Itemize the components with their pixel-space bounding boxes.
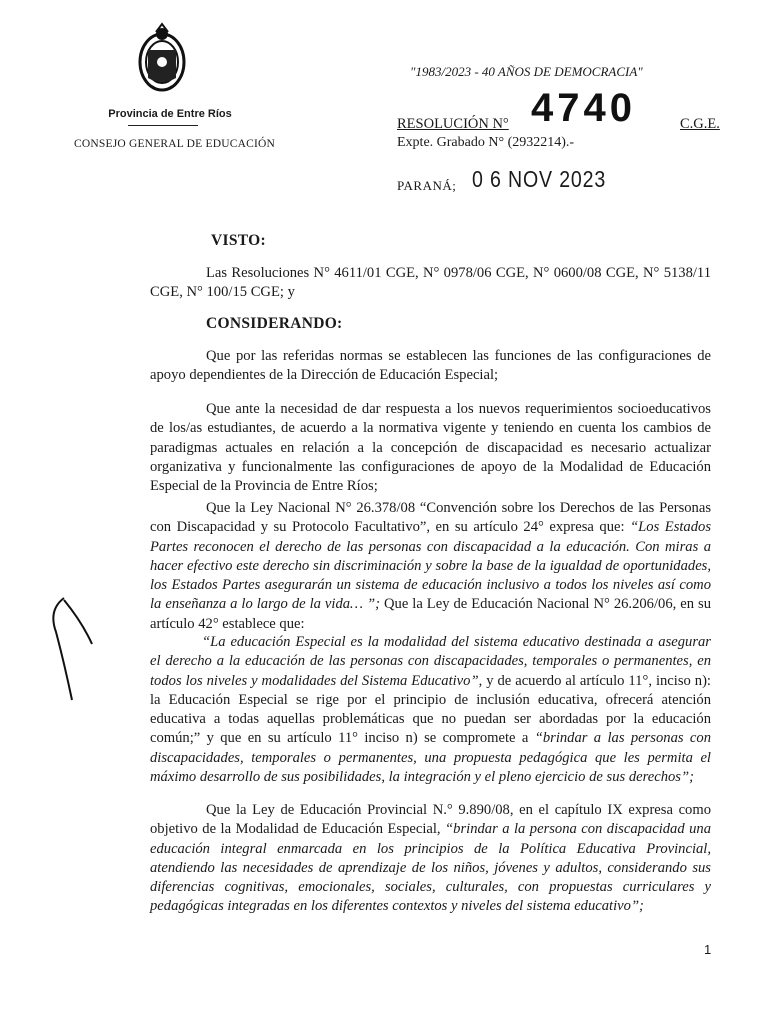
handwritten-initial-icon bbox=[42, 592, 102, 712]
quoted-text: “brindar a la persona con discapacidad una educación integral enmarcada en los principios de la Política Educativa Provincial, atendiendo las necesidades de aprendizaje de los niños, jóvenes y adultos, considerando sus diferencias cognitivas, emocionales, sociales, culturales, con propuestas curriculares y pedagógicas integradas en los diferentes contextos y niveles del sistema educativo”; bbox=[150, 821, 711, 915]
paragraph-text: , y de acuerdo al artículo 11°, inciso n): la Educación Especial se rige por el principio de inclusión educativa, ofrecerá atención educativa a todas aquellas problemáticas que no puedan ser abordadas por la educación común;” y que en su artículo 11° inciso n) se compromete a bbox=[150, 672, 711, 747]
page-number: 1 bbox=[704, 942, 712, 957]
resolution-suffix: C.G.E. bbox=[680, 116, 720, 132]
file-number: Expte. Grabado N° (2932214).- bbox=[397, 135, 575, 150]
resolution-number: 4740 bbox=[531, 86, 636, 130]
province-name: Provincia de Entre Ríos bbox=[108, 108, 232, 120]
considerando-paragraph-5 bbox=[150, 801, 711, 917]
visto-paragraph: Las Resoluciones N° 4611/01 CGE, N° 0978/06 CGE, N° 0600/08 CGE, N° 5138/11 CGE, N° 100/15 CGE; y bbox=[150, 265, 711, 301]
anniversary-motto: "1983/2023 - 40 AÑOS DE DEMOCRACIA" bbox=[410, 64, 643, 79]
resolution-label: RESOLUCIÓN N° bbox=[397, 116, 509, 132]
considerando-paragraph-1: Que por las referidas normas se establecen las funciones de las configuraciones de apoyo dependientes de la Dirección de Educación Especial; bbox=[150, 348, 711, 384]
paragraph-text: Que la Ley de Educación Provincial N.° 9.890/08, en el capítulo IX expresa como objetivo de la Modalidad de Educación Especial, bbox=[150, 802, 711, 838]
considerando-heading: CONSIDERANDO: bbox=[206, 315, 343, 332]
date-stamp: 0 6 NOV 2023 bbox=[472, 166, 607, 192]
considerando-paragraph-4 bbox=[150, 633, 711, 787]
provincial-coat-of-arms-icon bbox=[134, 20, 190, 96]
considerando-paragraph-3 bbox=[150, 499, 711, 634]
quoted-text: “brindar a las personas con discapacidades, temporales o permanentes, una propuesta pedagógica que les permita el máximo desarrollo de sus posibilidades, la integración y el pleno ejercicio de sus derechos”; bbox=[150, 730, 711, 786]
visto-heading: VISTO: bbox=[211, 232, 266, 249]
paragraph-text: Que la Ley Nacional N° 26.378/08 “Convención sobre los Derechos de las Personas con Discapacidad y su Protocolo Facultativo”, en su artículo 24° expresa que: bbox=[150, 500, 711, 536]
province-divider bbox=[128, 125, 198, 126]
quoted-text: “La educación Especial es la modalidad del sistema educativo destinada a asegurar el derecho a la educación de las personas con discapacidades, temporales o permanentes, en todos los niveles y modalidades del Sistema Educativo” bbox=[150, 634, 711, 689]
considerando-paragraph-2: Que ante la necesidad de dar respuesta a los nuevos requerimientos socioeducativos de los/as estudiantes, de acuerdo a la normativa vigente y teniendo en cuenta los cambios de paradigmas actuales en relación a la concepción de discapacidad es necesario actualizar organizativa y funcionalmente las configuraciones de apoyo de la Modalidad de Educación Especial de la Provincia de Entre Ríos; bbox=[150, 401, 711, 495]
paragraph-text: Que la Ley de Educación Nacional N° 26.206/06, en su artículo 42° establece que: bbox=[150, 596, 711, 632]
quoted-text: “Los Estados Partes reconocen el derecho de las personas con discapacidad a la educación. Con miras a hacer efectivo este derecho sin discriminación y sobre la base de la igualdad de oportunidades, los Estados Partes asegurarán un sistema de educación inclusivo a todos los niveles así como la enseñanza a lo largo de la vida… ”; bbox=[150, 519, 711, 613]
city-label: PARANÁ; bbox=[397, 178, 457, 193]
council-name: CONSEJO GENERAL DE EDUCACIÓN bbox=[74, 138, 275, 150]
